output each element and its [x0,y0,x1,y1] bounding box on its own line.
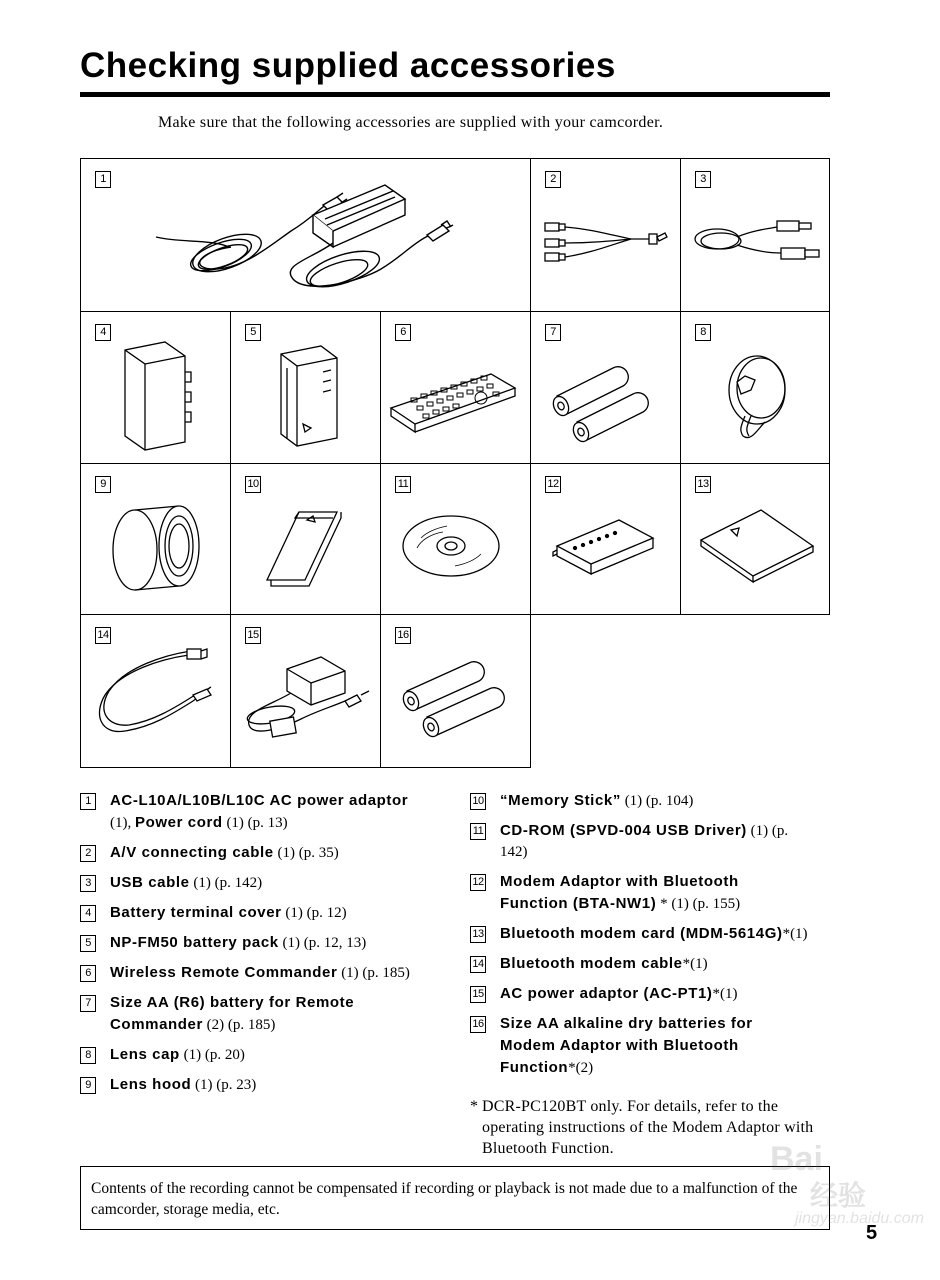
item-number: 2 [80,845,96,862]
accessory-list-right [470,790,810,1087]
intro-text: Make sure that the following accessories are supplied with your camcorder. [158,114,664,131]
list-item: 14 Bluetooth modem cable*(1) [470,953,810,975]
modem-adaptor-icon [531,464,682,616]
item-number: 11 [395,476,411,493]
list-item: 5 NP-FM50 battery pack (1) (p. 12, 13) [80,932,410,954]
item-number: 8 [695,324,711,341]
page-title: Checking supplied accessories [80,46,616,85]
memory-stick-icon [231,464,382,616]
list-item: 11 CD-ROM (SPVD-004 USB Driver) (1) (p. 142) [470,820,810,863]
accessory-cell-13 [680,463,830,615]
accessory-cell-10 [230,463,381,615]
accessory-cell-6 [380,311,531,464]
accessory-cell-7 [530,311,681,464]
watermark-cn: 经验 [810,1179,867,1212]
accessory-cell-2 [530,158,681,312]
lens-hood-icon [81,464,232,616]
list-item: 9 Lens hood (1) (p. 23) [80,1074,410,1096]
accessory-list-left [80,790,410,1104]
item-number: 3 [695,171,711,188]
accessory-cell-14 [80,614,231,768]
accessory-cell-1 [80,158,531,312]
item-number: 4 [80,905,96,922]
battery-pack-icon [231,312,382,465]
accessory-cell-9 [80,463,231,615]
av-cable-icon [531,159,682,313]
item-number: 11 [470,823,486,840]
item-number: 7 [80,995,96,1012]
item-number: 1 [95,171,111,188]
lens-cap-icon [681,312,831,465]
accessory-cell-3 [680,158,830,312]
aa-batteries-icon [531,312,682,465]
watermark-url: jingyan.baidu.com [795,1210,924,1227]
accessory-cell-12 [530,463,681,615]
list-item: 16 Size AA alkaline dry batteries for Modem Adaptor with Bluetooth Function*(2) [470,1013,810,1079]
caution-text: Contents of the recording cannot be compensated if recording or playback is not made due to a malfunction of the camcorder, storage media, etc. [91,1180,798,1218]
item-number: 10 [245,476,261,493]
usb-cable-icon [681,159,831,313]
item-number: 12 [470,874,486,891]
item-number: 10 [470,793,486,810]
watermark-brand: Bai [770,1140,823,1178]
item-number: 14 [95,627,111,644]
ac-power-adaptor-icon [231,615,382,769]
item-number: 6 [80,965,96,982]
item-number: 16 [395,627,411,644]
item-number: 15 [470,986,486,1003]
accessory-cell-16 [380,614,531,768]
item-number: 3 [80,875,96,892]
item-number: 9 [80,1077,96,1094]
alkaline-batteries-icon [381,615,532,769]
accessory-cell-8 [680,311,830,464]
battery-terminal-cover-icon [81,312,232,465]
cd-rom-icon [381,464,532,616]
footnote-text: DCR-PC120BT only. For details, refer to the operating instructions of the Modem Adaptor with Bluetooth Function. [482,1098,814,1157]
page-number: 5 [866,1222,878,1244]
item-number: 9 [95,476,111,493]
item-number: 13 [695,476,711,493]
list-item: 12 Modem Adaptor with Bluetooth Function (BTA-NW1) * (1) (p. 155) [470,871,810,915]
item-number: 6 [395,324,411,341]
item-number: 12 [545,476,561,493]
list-item: 10 “Memory Stick” (1) (p. 104) [470,790,810,812]
list-item: 7 Size AA (R6) battery for Remote Commander (2) (p. 185) [80,992,410,1036]
item-number: 2 [545,171,561,188]
item-number: 4 [95,324,111,341]
list-item: 3 USB cable (1) (p. 142) [80,872,410,894]
item-number: 16 [470,1016,486,1033]
remote-commander-icon [381,312,532,465]
title-rule [80,92,830,97]
modem-card-icon [681,464,831,616]
item-number: 7 [545,324,561,341]
item-number: 15 [245,627,261,644]
accessory-cell-15 [230,614,381,768]
item-number: 13 [470,926,486,943]
list-item: 13 Bluetooth modem card (MDM-5614G)*(1) [470,923,810,945]
item-number: 5 [245,324,261,341]
accessory-cell-4 [80,311,231,464]
list-item: 6 Wireless Remote Commander (1) (p. 185) [80,962,410,984]
list-item: 2 A/V connecting cable (1) (p. 35) [80,842,410,864]
item-number: 1 [80,793,96,810]
item-number: 8 [80,1047,96,1064]
list-item: 4 Battery terminal cover (1) (p. 12) [80,902,410,924]
modem-cable-icon [81,615,232,769]
ac-adaptor-icon [81,159,532,313]
item-number: 5 [80,935,96,952]
footnote-asterisk: * [470,1098,479,1115]
list-item: 1 AC-L10A/L10B/L10C AC power adaptor (1), Power cord (1) (p. 13) [80,790,410,834]
list-item: 15 AC power adaptor (AC-PT1)*(1) [470,983,810,1005]
accessory-cell-5 [230,311,381,464]
accessory-cell-11 [380,463,531,615]
list-item: 8 Lens cap (1) (p. 20) [80,1044,410,1066]
item-number: 14 [470,956,486,973]
